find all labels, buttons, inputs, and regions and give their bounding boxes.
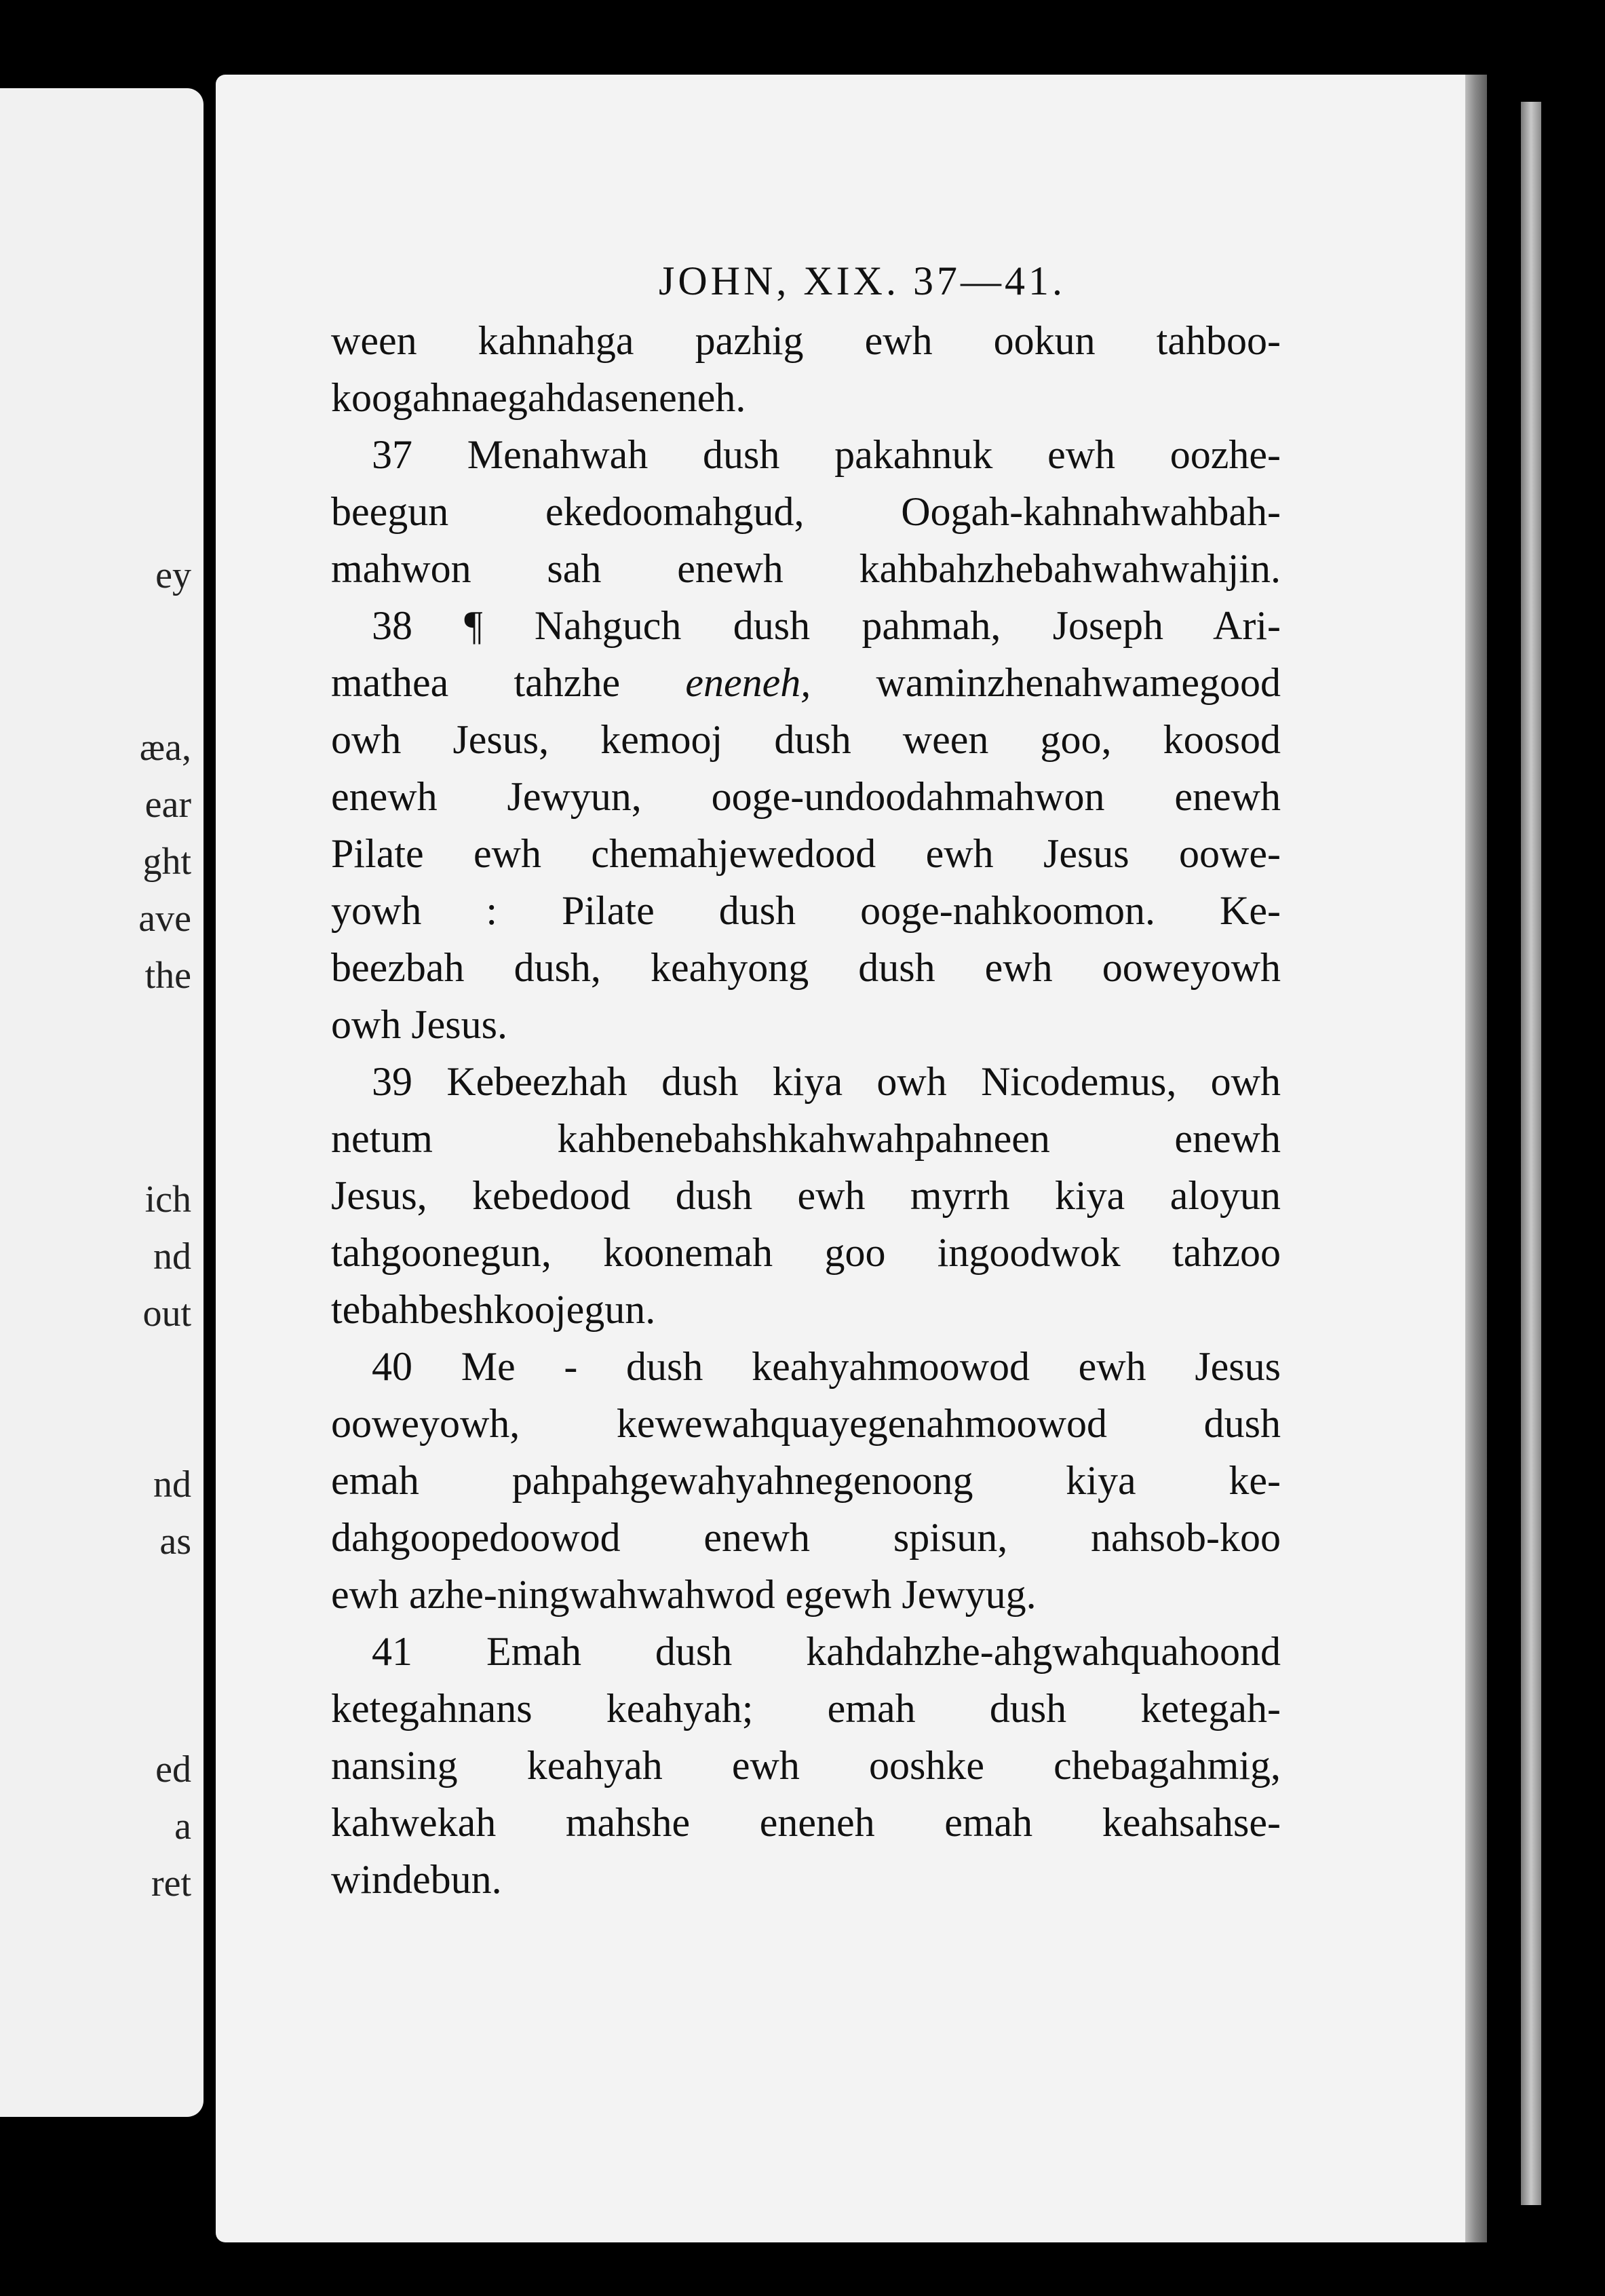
verse-38-text: waminzhenahwamegood [811,660,1281,705]
text-line: ween kahnahga pazhig ewh ookun tahboo- [331,318,1281,363]
text-line: koogahnaegahdaseneneh. [331,375,746,420]
verse-41-line: ketegahnans keahyah; emah dush ketegah- [331,1686,1281,1731]
book-edge-strip [1521,102,1541,2205]
verse-38-line: owh Jesus. [331,1002,508,1047]
left-page-fragment: ey [155,554,191,596]
verse-39-line: tahgoonegun, koonemah goo ingoodwok tahzoo [331,1230,1281,1275]
left-page-fragment: ed [155,1748,191,1791]
left-page-fragment: nd [153,1236,191,1278]
left-page-fragment: ear [144,784,191,826]
verse-38-line: yowh : Pilate dush ooge-nahkoomon. Ke- [331,888,1281,933]
verse-37-line: beegun ekedoomahgud, Oogah-kahnahwahbah- [331,489,1281,534]
verse-41-line: 41 Emah dush kahdahzhe-ahgwahquahoond [372,1629,1281,1674]
left-page-fragment: ret [151,1862,191,1905]
verse-38-line [331,654,1281,711]
verse-40-line: emah pahpahgewahyahnegenoong kiya ke- [331,1458,1281,1503]
verse-37-line: mahwon sah enewh kahbahzhebahwahwahjin. [331,546,1281,591]
left-page-fragment: nd [153,1463,191,1506]
left-page-fragment: ave [138,898,191,940]
left-page [0,88,204,2117]
left-page-fragment: ght [142,841,191,883]
left-page-fragment: æa, [139,727,191,769]
verse-38-line: beezbah dush, keahyong dush ewh ooweyowh [331,945,1281,990]
verse-39-line: netum kahbenebahshkahwahpahneen enewh [331,1116,1281,1161]
verse-41-line: kahwekah mahshe eneneh emah keahsahse- [331,1800,1281,1845]
verse-40-line: ooweyowh, kewewahquayegenahmoowod dush [331,1401,1281,1446]
verse-40-line: ewh azhe-ningwahwahwod egewh Jewyug. [331,1572,1037,1617]
verse-40-line: 40 Me - dush keahyahmoowod ewh Jesus [372,1344,1281,1389]
verse-38-italic: eneneh, [685,660,811,705]
left-page-fragment: a [174,1805,191,1848]
verse-38-line: enewh Jewyun, ooge-undoodahmahwon enewh [331,774,1281,819]
right-page [216,75,1482,2242]
verse-40-line: dahgoopedoowod enewh spisun, nahsob-koo [331,1515,1281,1560]
left-page-fragment: the [144,955,191,997]
verse-38-line: 38 ¶ Nahguch dush pahmah, Joseph Ari- [372,603,1281,648]
left-page-fragment: out [142,1293,191,1335]
verse-39-line: tebahbeshkoojegun. [331,1287,656,1332]
body-text [331,312,1281,1908]
verse-39-line: 39 Kebeezhah dush kiya owh Nicodemus, owh [372,1059,1281,1104]
verse-41-line: windebun. [331,1857,502,1902]
verse-41-line: nansing keahyah ewh ooshke chebagahmig, [331,1743,1281,1788]
left-page-fragment: as [159,1520,191,1563]
left-page-fragment: ich [144,1179,191,1221]
verse-38-line: Pilate ewh chemahjewedood ewh Jesus oowe- [331,831,1281,876]
verse-38-text: mathea tahzhe [331,660,686,705]
verse-37-line: 37 Menahwah dush pakahnuk ewh oozhe- [372,432,1281,477]
running-header: JOHN, XIX. 37—41. [659,259,1066,303]
page-edge-shadow [1465,75,1487,2242]
verse-39-line: Jesus, kebedood dush ewh myrrh kiya aloyun [331,1173,1281,1218]
verse-38-line: owh Jesus, kemooj dush ween goo, koosod [331,717,1281,762]
